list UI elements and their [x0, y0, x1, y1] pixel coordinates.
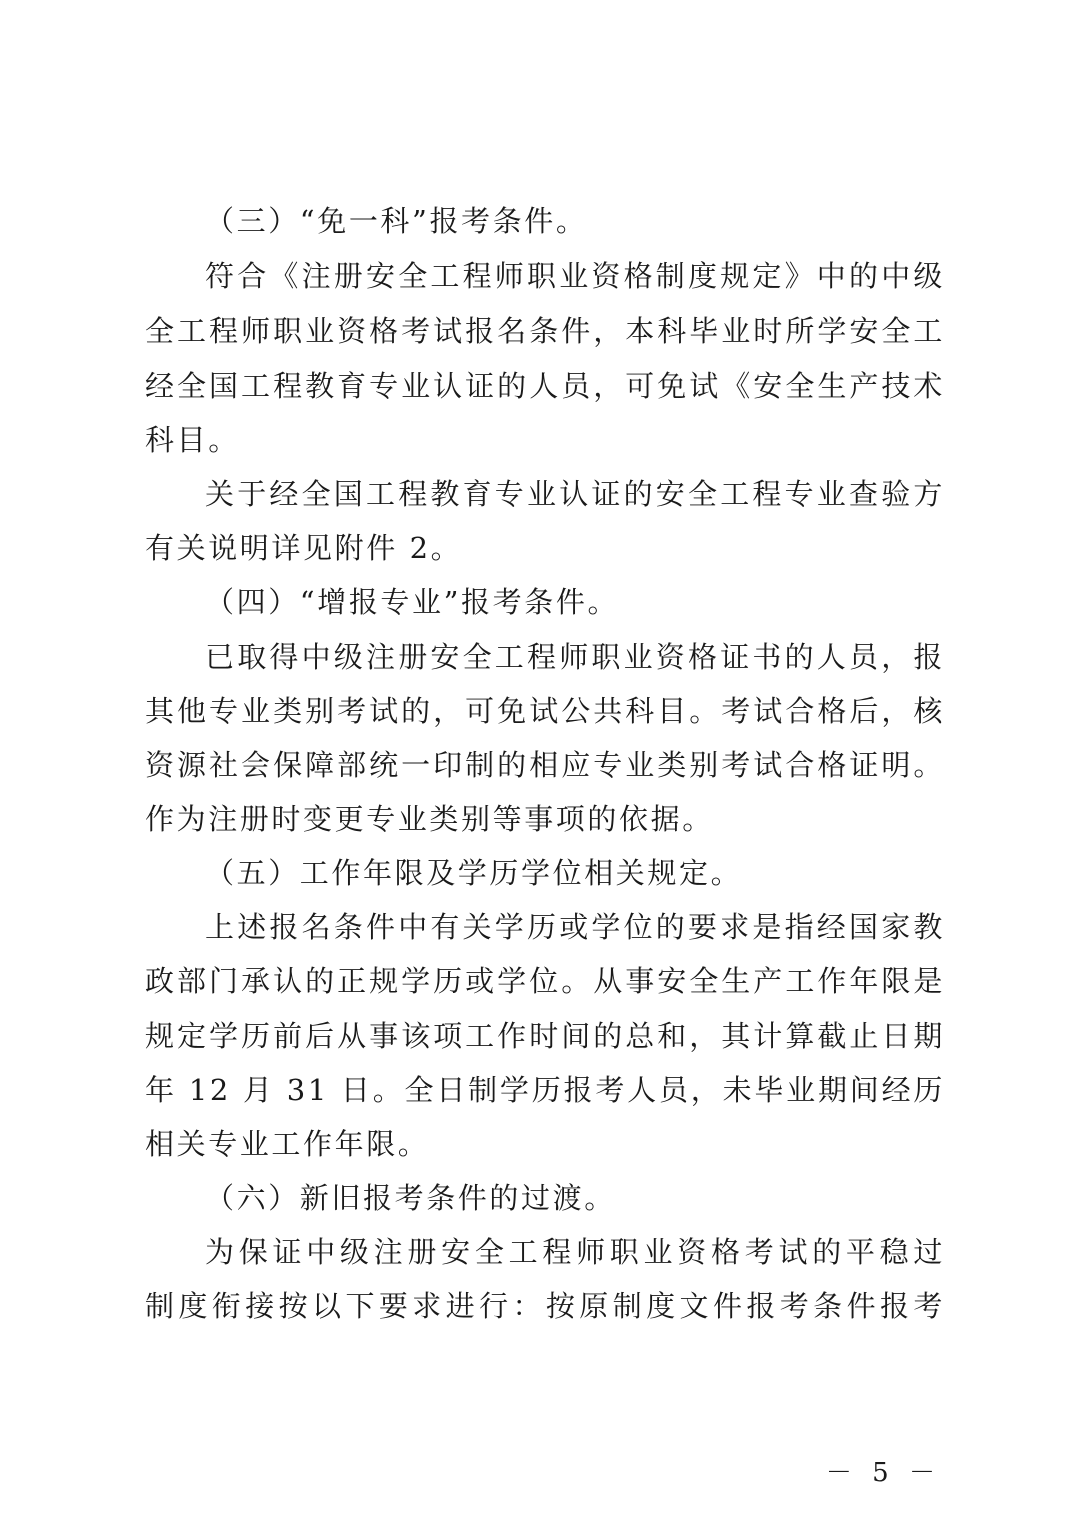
paragraph-line: 科目。	[145, 423, 240, 457]
paragraph-line: 有关说明详见附件 2。	[145, 531, 463, 565]
paragraph-line: 全工程师职业资格考试报名条件，本科毕业时所学安全工	[145, 314, 945, 348]
paragraph-line: 政部门承认的正规学历或学位。从事安全生产工作年限是	[145, 964, 945, 998]
paragraph-line: 其他专业类别考试的，可免试公共科目。考试合格后，核	[145, 694, 945, 728]
section-heading-3: （三）“免一科”报考条件。	[205, 204, 588, 238]
paragraph-line: 年 12 月 31 日。全日制学历报考人员，未毕业期间经历	[145, 1073, 945, 1107]
paragraph-line: 作为注册时变更专业类别等事项的依据。	[145, 802, 714, 836]
paragraph-line: 已取得中级注册安全工程师职业资格证书的人员，报	[205, 640, 945, 674]
paragraph-line: 规定学历前后从事该项工作时间的总和，其计算截止日期	[145, 1019, 945, 1053]
section-heading-6: （六）新旧报考条件的过渡。	[205, 1181, 616, 1215]
paragraph-line: 符合《注册安全工程师职业资格制度规定》中的中级	[205, 259, 945, 293]
paragraph-line: 关于经全国工程教育专业认证的安全工程专业查验方	[205, 477, 945, 511]
paragraph-line: 为保证中级注册安全工程师职业资格考试的平稳过	[205, 1235, 945, 1269]
paragraph-line: 资源社会保障部统一印制的相应专业类别考试合格证明。	[145, 748, 945, 782]
section-heading-4: （四）“增报专业”报考条件。	[205, 585, 620, 619]
paragraph-line: 经全国工程教育专业认证的人员，可免试《安全生产技术	[145, 369, 945, 403]
paragraph-line: 相关专业工作年限。	[145, 1127, 430, 1161]
paragraph-line: 制度衔接按以下要求进行：按原制度文件报考条件报考	[145, 1289, 945, 1323]
section-heading-5: （五）工作年限及学历学位相关规定。	[205, 856, 743, 890]
page-number: － 5 －	[825, 1458, 941, 1488]
paragraph-line: 上述报名条件中有关学历或学位的要求是指经国家教	[205, 910, 945, 944]
